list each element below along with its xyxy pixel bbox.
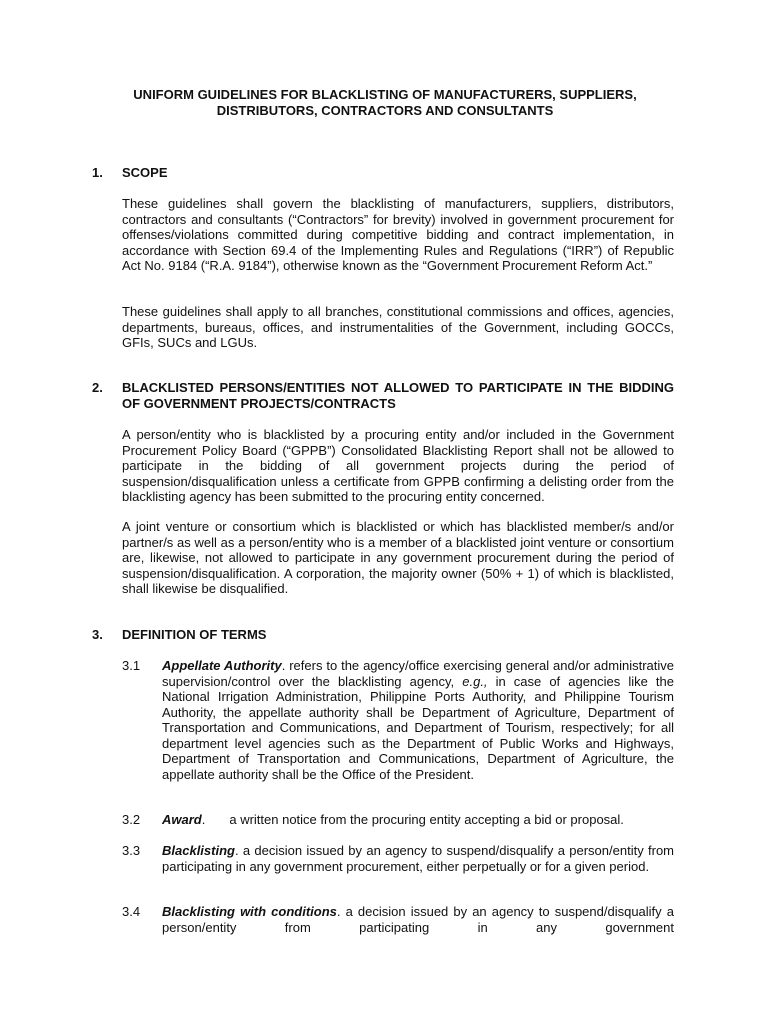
definition-text: a written notice from the procuring entity accepting a bid or proposal.	[229, 812, 624, 827]
section-1-heading: SCOPE	[122, 165, 168, 180]
definition-3-2: Award. a written notice from the procuring entity accepting a bid or proposal.	[162, 812, 624, 827]
definition-text: . refers to the agency/office exercising general and/or administrative supervision/control over the blacklisting agency,	[162, 658, 674, 689]
definition-text: . a decision issued by an agency to suspend/disqualify a person/entity from participating in any government procurement, either perpetually or for a given period.	[162, 843, 674, 874]
document-title	[90, 87, 680, 119]
definition-eg: e.g.,	[462, 673, 488, 689]
definition-term: Blacklisting with conditions	[162, 904, 337, 919]
section-2-paragraph-2: A joint venture or consortium which is blacklisted or which has blacklisted member/s and/or partner/s as well as a person/entity who is a member of a blacklisted joint venture or consortium are, likewise, not allowed to participate in any government procurement during the period of suspension/disqualification. A corporation, the majority owner (50% + 1) of which is blacklisted, shall likewise be disqualified.	[122, 519, 674, 596]
definition-3-1-number: 3.1	[122, 658, 141, 673]
definition-text-cont: in case of agencies like the National Irrigation Administration, Philippine Ports Authority, and Philippine Tourism Authority, the appellate authority shall be Department of Agriculture, Department of Transportation and Communications, and Department of Tourism, respectively; for all department level agencies such as the Department of Public Works and Highways, Department of Transportation and Communications, Department of Agriculture, the appellate authority shall be the Office of the President.	[162, 673, 674, 782]
section-3-number: 3.	[92, 627, 103, 642]
definition-3-4	[162, 904, 674, 935]
definition-term: Appellate Authority	[162, 658, 282, 673]
definition-3-3-number: 3.3	[122, 843, 141, 858]
title-line-2: DISTRIBUTORS, CONTRACTORS AND CONSULTANTS	[216, 103, 554, 118]
section-1-number: 1.	[92, 165, 103, 180]
definition-term: Blacklisting	[162, 843, 235, 858]
section-1-paragraph-2: These guidelines shall apply to all branches, constitutional commissions and offices, agencies, departments, bureaus, offices, and instrumentalities of the Government, including GOCCs, GFIs, SUCs and LGUs.	[122, 304, 674, 350]
definition-3-4-number: 3.4	[122, 904, 141, 919]
section-3-heading: DEFINITION OF TERMS	[122, 627, 267, 642]
definition-text: . a decision issued by an agency to suspend/disqualify a person/entity from participating in any government	[162, 904, 674, 935]
section-2-paragraph-1: A person/entity who is blacklisted by a procuring entity and/or included in the Government Procurement Policy Board (“GPPB”) Consolidated Blacklisting Report shall not be allowed to participate in the bidding of all government projects during the period of suspension/disqualification unless a certificate from GPPB confirming a delisting order from the blacklisting agency has been submitted to the procuring entity concerned.	[122, 427, 674, 504]
section-2-number: 2.	[92, 380, 103, 395]
definition-3-2-number: 3.2	[122, 812, 141, 827]
section-1-paragraph-1: These guidelines shall govern the blacklisting of manufacturers, suppliers, distributors, contractors and consultants (“Contractors” for brevity) involved in government procurement for offenses/violations committed during competitive bidding and contract implementation, in accordance with Section 69.4 of the Implementing Rules and Regulations (“IRR”) of Republic Act No. 9184 (“R.A. 9184”), otherwise known as the “Government Procurement Reform Act.”	[122, 196, 674, 273]
definition-3-3	[162, 843, 674, 874]
definition-term: Award	[162, 812, 202, 827]
title-line-1: UNIFORM GUIDELINES FOR BLACKLISTING OF MANUFACTURERS, SUPPLIERS,	[133, 87, 637, 102]
definition-3-1	[162, 658, 674, 782]
section-2-heading: BLACKLISTED PERSONS/ENTITIES NOT ALLOWED TO PARTICIPATE IN THE BIDDING OF GOVERNMENT PROJECTS/CONTRACTS	[122, 380, 674, 411]
